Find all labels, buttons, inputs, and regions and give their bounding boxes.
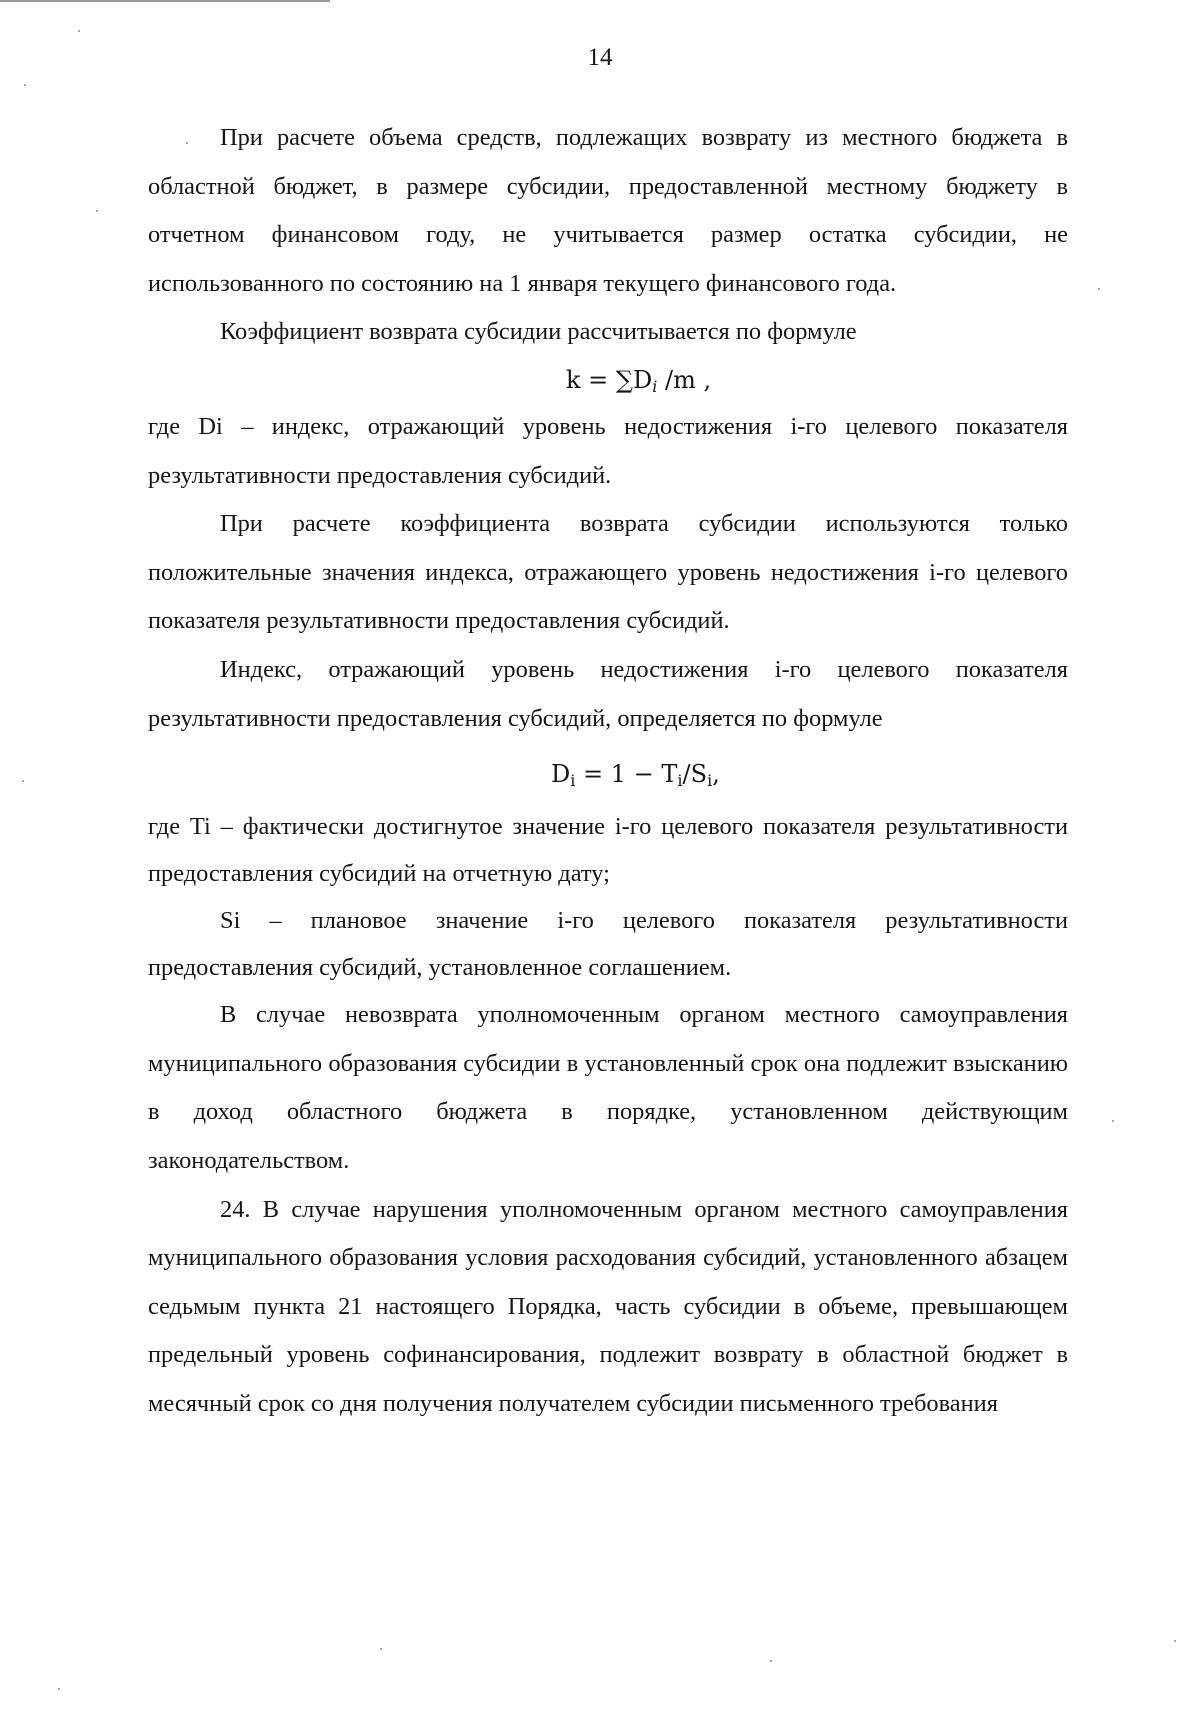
scan-speck	[96, 210, 98, 212]
paragraph-8: В случае невозврата уполномоченным органом местного самоуправления муниципального образования субсидии в установленный срок она подлежит взысканию в доход областного бюджета в порядке, установленном действующим законодательством.	[148, 1001, 1068, 1174]
formula-k-symbol: D	[633, 365, 653, 394]
formula-k-lhs: k = ∑	[566, 365, 634, 394]
scan-speck	[770, 1660, 772, 1662]
scan-speck	[1098, 288, 1100, 290]
scan-speck	[380, 1648, 382, 1650]
paragraph-1: При расчете объема средств, подлежащих возврату из местного бюджета в областной бюджет, в размере субсидии, предоставленной местному бюджету в отчетном финансовом году, не учитывается размер остатка субсидии, не использованного по состоянию на 1 января текущего финансового года.	[148, 124, 1068, 297]
paragraph-6: где Ti – фактически достигнутое значение i-го целевого показателя результативности предоставления субсидий на отчетную дату;	[148, 813, 1068, 888]
paragraph-5: Индекс, отражающий уровень недостижения i-го целевого показателя результативности предоставления субсидий, определяется по формуле	[148, 655, 1068, 732]
scan-speck	[78, 30, 80, 32]
paragraph-4: При расчете коэффициента возврата субсидии используются только положительные значения индекса, отражающего уровень недостижения i-го целевого показателя результативности предоставления субсидий.	[148, 510, 1068, 635]
formula-d-symbol-3: S	[690, 760, 708, 789]
formula-k-rhs: /m ,	[657, 365, 712, 394]
formula-d	[148, 743, 1068, 803]
top-rule	[0, 0, 330, 2]
scan-speck	[24, 84, 26, 86]
formula-d-symbol-1: D	[551, 760, 571, 789]
document-body	[148, 114, 1068, 1428]
formula-d-subscript-3: i	[707, 771, 713, 791]
paragraph-7: Si – плановое значение i-го целевого показателя результативности предоставления субсидий, установленное соглашением.	[148, 907, 1068, 982]
formula-k-subscript: i	[652, 376, 658, 396]
scan-speck	[1174, 1640, 1176, 1642]
formula-d-slash: /	[682, 760, 691, 789]
paragraph-9: 24. В случае нарушения уполномоченным органом местного самоуправления муниципального образования условия расходования субсидий, установленного абзацем седьмым пункта 21 настоящего Порядка, часть субсидии в объеме, превышающем предельный уровень софинансирования, подлежит возврату в областной бюджет в месячный срок со дня получения получателем субсидии письменного требования	[148, 1195, 1068, 1417]
scan-speck	[186, 142, 188, 144]
formula-d-middle: = 1 −	[575, 760, 662, 789]
scan-speck	[58, 1688, 60, 1690]
formula-d-tail: ,	[712, 760, 720, 789]
formula-k	[148, 357, 1068, 403]
paragraph-2: Коэффициент возврата субсидии рассчитывается по формуле	[220, 318, 857, 346]
formula-d-subscript-1: i	[570, 771, 576, 791]
scan-speck	[22, 780, 24, 782]
formula-d-subscript-2: i	[677, 771, 683, 791]
scan-speck	[1112, 1120, 1114, 1122]
page-number: 14	[587, 44, 613, 71]
formula-d-symbol-2: T	[661, 760, 678, 789]
paragraph-3: где Di – индекс, отражающий уровень недостижения i-го целевого показателя результативности предоставления субсидий.	[148, 412, 1068, 489]
